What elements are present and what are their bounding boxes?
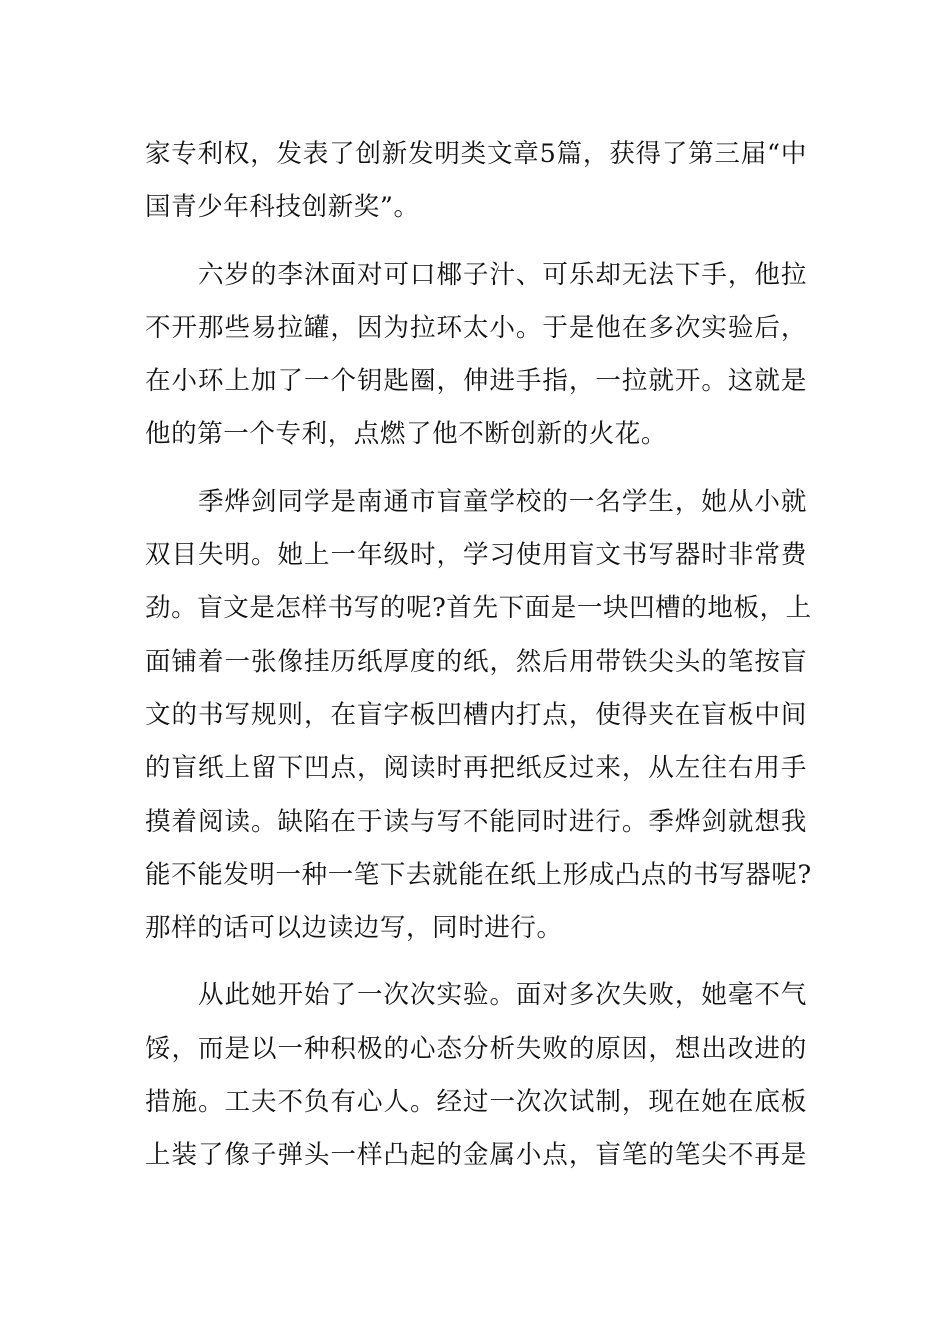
text-line: 双目失明。她上一年级时，学习使用盲文书写器时非常费	[145, 540, 807, 571]
text-line: 馁，而是以一种积极的心态分析失败的原因，想出改进的	[145, 1033, 807, 1064]
text-line: 六岁的李沐面对可口椰子汁、可乐却无法下手，他拉	[145, 259, 807, 290]
paragraph	[145, 128, 807, 235]
text-line: 文的书写规则，在盲字板凹槽内打点，使得夹在盲板中间	[145, 699, 807, 730]
paragraph	[145, 476, 812, 956]
text-line: 上装了像子弹头一样凸起的金属小点，盲笔的笔尖不再是	[145, 1140, 807, 1171]
text-line: 家专利权，发表了创新发明类文章5篇，获得了第三届“中	[145, 139, 807, 169]
paragraph	[145, 249, 807, 462]
text-line: 季烨剑同学是南通市盲童学校的一名学生，她从小就	[145, 486, 807, 517]
paragraph	[145, 969, 807, 1182]
text-line: 面铺着一张像挂历纸厚度的纸，然后用带铁尖头的笔按盲	[145, 646, 807, 677]
text-line: 那样的话可以边读边写，同时进行。	[145, 913, 563, 944]
text-line: 劲。盲文是怎样书写的呢?首先下面是一块凹槽的地板，上	[145, 593, 812, 624]
text-line: 从此她开始了一次次实验。面对多次失败，她毫不气	[145, 980, 807, 1011]
text-line: 在小环上加了一个钥匙圈，伸进手指，一拉就开。这就是	[145, 366, 807, 397]
text-line: 不开那些易拉罐，因为拉环太小。于是他在多次实验后，	[145, 312, 807, 343]
text-line: 的盲纸上留下凹点，阅读时再把纸反过来，从左往右用手	[145, 753, 807, 784]
document-body	[145, 128, 812, 1183]
text-line: 摸着阅读。缺陷在于读与写不能同时进行。季烨剑就想我	[145, 806, 807, 837]
text-line: 他的第一个专利，点燃了他不断创新的火花。	[145, 419, 668, 450]
text-line: 能不能发明一种一笔下去就能在纸上形成凸点的书写器呢?	[145, 859, 812, 890]
text-line: 国青少年科技创新奖”。	[145, 192, 420, 223]
text-line: 措施。工夫不负有心人。经过一次次试制，现在她在底板	[145, 1087, 807, 1118]
